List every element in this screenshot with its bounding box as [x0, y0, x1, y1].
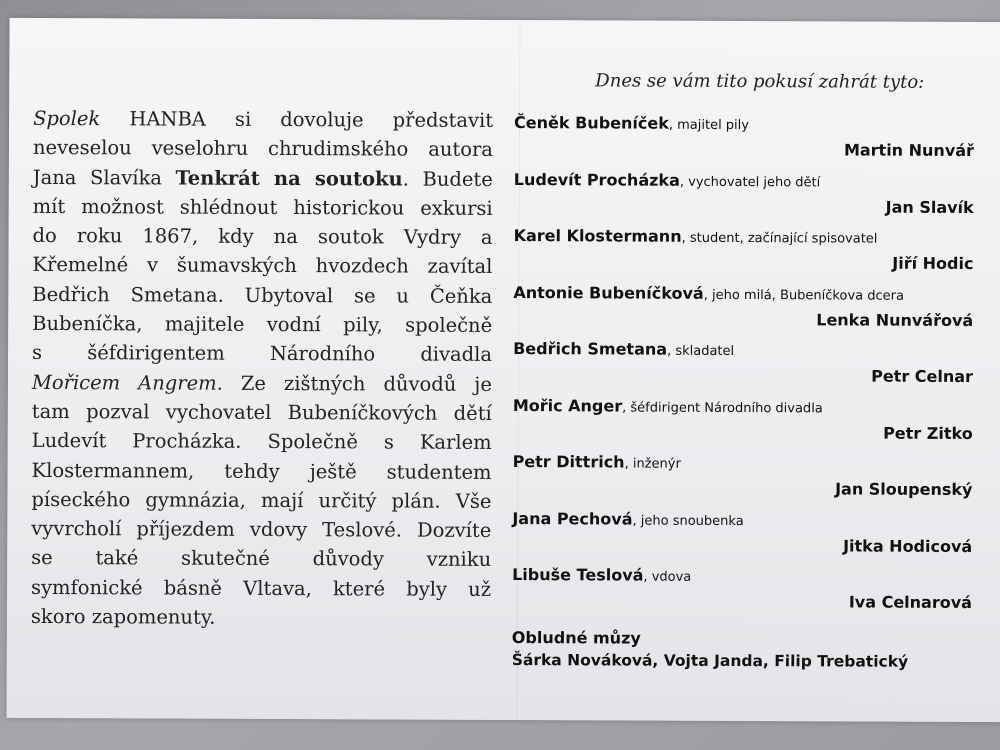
cast-entry [513, 339, 983, 398]
description-line [33, 221, 493, 252]
actor-name: Jan Slavík [885, 197, 974, 217]
text-run: píseckého gymnázia, mají určitý plán. Vše [31, 487, 492, 513]
character-description: , jeho milá, Bubeníčkova dcera [703, 287, 905, 304]
group-role: Obludné můzy [511, 627, 641, 648]
character-name: Jana Pechová [512, 508, 633, 529]
description-line [32, 397, 492, 428]
play-title: Tenkrát na soutoku [175, 166, 403, 191]
description-line [31, 455, 491, 486]
actor-name: Iva Celnarová [848, 592, 973, 613]
text-run: Bubeníčka, majitele vodní pily, společně [32, 312, 493, 338]
description-line [31, 602, 491, 633]
character-description: , student, začínající spisovatel [681, 230, 878, 247]
actor-name: Lenka Nunvářová [816, 309, 974, 330]
description-line [32, 309, 492, 340]
character-name: Petr Dittrich [512, 452, 625, 472]
cast-entry [513, 283, 983, 342]
text-run: Jana Slavíka [32, 165, 176, 190]
cast-entry [513, 396, 983, 455]
performance-description [31, 104, 493, 633]
text-run: Klostermannem, tehdy ještě studentem [31, 458, 492, 484]
text-run: s šéfdirigentem Národního divadla [32, 341, 493, 367]
character-description: , inženýr [624, 456, 681, 472]
character-name: Čeněk Bubeníček [514, 113, 669, 133]
character-name: Ludevít Procházka [513, 169, 680, 190]
character-name: Mořic Anger [512, 395, 623, 415]
text-run: se také skutečné důvody vzniku [31, 546, 492, 572]
description-line [33, 192, 493, 223]
actor-name: Jitka Hodicová [843, 535, 973, 556]
cast-heading: Dnes se vám tito pokusí zahrát tyto: [595, 70, 925, 93]
cast-group [512, 628, 982, 671]
text-run: Ludevít Procházka. Společně s Karlem [31, 429, 492, 455]
character-name: Antonie Bubeníčková [513, 282, 704, 303]
cast-list [512, 70, 985, 671]
text-run: skoro zapomenuty. [30, 604, 216, 629]
character-name: Bedřich Smetana [513, 339, 668, 359]
cast-entry [513, 226, 983, 285]
description-line [33, 163, 493, 194]
italic-text: Mořicem Angrem [31, 370, 217, 395]
description-line [31, 543, 491, 574]
character-description: , skladatel [667, 343, 735, 359]
text-run: Křemelné v šumavských hvozdech zavítal [32, 253, 493, 279]
text-run: . Ze zištných důvodů je [216, 371, 492, 396]
text-run: neveselou veselohru chrudimského autora [32, 136, 494, 162]
description-line [32, 338, 492, 369]
cast-entry [512, 452, 982, 511]
cast-entry [512, 565, 982, 624]
description-line [31, 573, 491, 604]
group-members: Šárka Nováková, Vojta Janda, Filip Trebatický [511, 650, 909, 671]
description-line [31, 485, 491, 516]
description-line [32, 426, 492, 457]
description-line [33, 104, 493, 135]
character-name: Karel Klostermann [513, 226, 682, 246]
cast-entry [514, 170, 984, 229]
text-run: mít možnost shlédnout historickou exkursi [32, 194, 493, 220]
character-description: , majitel pily [668, 117, 750, 134]
cast-entries [512, 113, 984, 624]
text-run: Bedřich Smetana. Ubytoval se u Čeňka [32, 282, 493, 308]
actor-name: Martin Nunvář [843, 140, 975, 161]
actor-name: Petr Celnar [871, 366, 974, 387]
description-line [31, 514, 491, 545]
italic-text: Spolek [33, 106, 101, 131]
description-line [33, 133, 493, 164]
text-run: symfonické básně Vltava, které byly už [30, 575, 492, 601]
text-run: tam pozval vychovatel Bubeníčkových dětí [31, 399, 492, 425]
character-description: , vdova [643, 569, 692, 585]
actor-name: Jiří Hodic [892, 253, 974, 274]
character-name: Libuše Teslová [512, 565, 644, 585]
text-run: HANBA si dovoluje představit [100, 107, 494, 132]
description-line [32, 368, 492, 399]
description-line [32, 280, 492, 311]
character-description: , jeho snoubenka [632, 513, 744, 529]
program-sheet [6, 18, 1000, 722]
actor-name: Petr Zitko [883, 423, 973, 443]
text-run: vyvrcholí příjezdem vdovy Teslové. Dozvíte [31, 517, 492, 543]
actor-name: Jan Sloupenský [835, 479, 973, 500]
description-line [32, 250, 492, 281]
character-description: , šéfdirigent Národního divadla [622, 399, 823, 416]
character-description: , vychovatel jeho dětí [679, 174, 821, 190]
cast-entry [512, 509, 982, 568]
text-run: . Budete [402, 167, 493, 191]
text-run: do roku 1867, kdy na soutok Vydry a [32, 224, 493, 250]
cast-entry [514, 113, 984, 172]
